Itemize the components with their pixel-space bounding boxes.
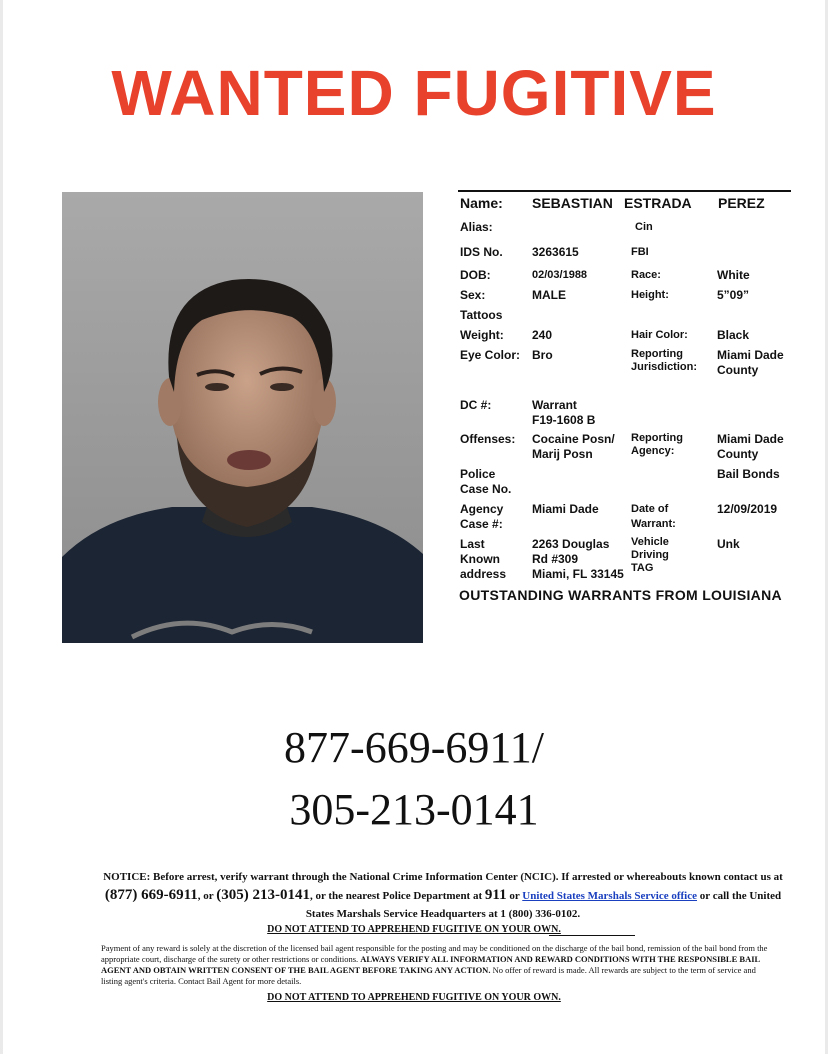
- do-not-attend-warning-2: DO NOT ATTEND TO APPREHEND FUGITIVE ON YOUR OWN.: [267, 992, 561, 1003]
- notice-text-4: or: [506, 890, 523, 902]
- alias-label: Alias:: [460, 220, 493, 234]
- phone-line-1: 877-669-6911/: [284, 723, 544, 772]
- weight-label: Weight:: [460, 328, 504, 342]
- poster-title: WANTED FUGITIVE: [111, 57, 717, 129]
- ids-value: 3263615: [532, 245, 579, 259]
- notice-text-5: or call the United States Marshals Service Headquarters at 1 (800) 336-0102.: [305, 890, 782, 920]
- do-not-attend-warning: DO NOT ATTEND TO APPREHEND FUGITIVE ON YOUR OWN.: [267, 924, 561, 935]
- fine-print-bold: ALWAYS VERIFY ALL INFORMATION AND REWARD CONDITIONS WITH THE RESPONSIBLE BAIL AGENT AND OBTAIN WRITTEN CONSENT OF THE BAIL AGENT BEFORE TAKING ANY ACTION.: [101, 954, 760, 975]
- name-middle: ESTRADA: [624, 195, 692, 211]
- outstanding-warrants: OUTSTANDING WARRANTS FROM LOUISIANA: [459, 587, 782, 603]
- fbi-label: FBI: [631, 246, 649, 258]
- arrest-notice: [103, 868, 783, 923]
- last-known-value: 2263 Douglas Rd #309 Miami, FL 33145: [532, 537, 624, 581]
- vehicle-value: Unk: [717, 537, 740, 551]
- notice-phone-2: (305) 213-0141: [216, 887, 310, 903]
- eye-label: Eye Color:: [460, 348, 521, 362]
- sex-value: MALE: [532, 288, 566, 302]
- last-known-label: Last Known address: [460, 537, 507, 581]
- fine-print-1: Payment of any reward is solely at the discretion of the licensed bail agent responsible for the posting and may be conditioned on the discharge of the bail bond, remission of the bail bond from the appropriate court, discharge of the surety or other restrictions or conditions.: [101, 943, 768, 964]
- agency-case-label: Agency Case #:: [460, 502, 504, 531]
- name-label: Name:: [460, 195, 503, 211]
- fine-print-2: No offer of reward is made. All rewards are subject to the term of service and listing agent's criteria. Contact Bail Agent for more details.: [101, 965, 756, 986]
- race-value: White: [717, 268, 750, 282]
- reporting-agency-value: Miami Dade County: [717, 432, 784, 461]
- alias-value: Cin: [635, 221, 653, 233]
- height-value: 5”09”: [717, 288, 750, 302]
- height-label: Height:: [631, 289, 669, 301]
- reward-fine-print: [101, 943, 771, 987]
- reporting-jurisdiction-label: Reporting Jurisdiction:: [631, 348, 698, 373]
- notice-text-1: NOTICE: Before arrest, verify warrant through the National Crime Information Center (NCIC). If arrested or whereabouts known contact us at: [103, 871, 783, 883]
- notice-phone-1: (877) 669-6911: [104, 887, 198, 903]
- vehicle-label: Vehicle Driving TAG: [631, 536, 669, 574]
- eye-value: Bro: [532, 348, 553, 362]
- phone-line-2: 305-213-0141: [289, 785, 539, 834]
- hair-label: Hair Color:: [631, 329, 688, 341]
- dob-value: 02/03/1988: [532, 269, 588, 281]
- hair-value: Black: [717, 328, 750, 342]
- agency-case-value: Miami Dade: [532, 502, 599, 516]
- weight-value: 240: [532, 328, 553, 342]
- date-warrant-value: 12/09/2019: [717, 502, 778, 516]
- ids-label: IDS No.: [460, 245, 503, 259]
- warning-rule: [549, 935, 635, 936]
- police-case-label: Police Case No.: [460, 467, 512, 496]
- race-label: Race:: [631, 269, 661, 281]
- date-warrant-label: Date of Warrant:: [631, 503, 676, 530]
- tattoos-label: Tattoos: [460, 308, 503, 322]
- reporting-agency-label: Reporting Agency:: [631, 432, 683, 457]
- bail-bonds-text: Bail Bonds: [717, 467, 780, 481]
- info-top-rule: [458, 190, 791, 192]
- offenses-label: Offenses:: [460, 432, 516, 446]
- sex-label: Sex:: [460, 288, 486, 302]
- dc-value: Warrant F19-1608 B: [532, 398, 596, 427]
- marshals-link[interactable]: United States Marshals Service office: [522, 890, 698, 902]
- notice-text-3: , or the nearest Police Department at: [309, 890, 485, 902]
- mugshot-photo: [62, 192, 423, 643]
- wanted-poster: [3, 0, 825, 1054]
- mugshot-illustration: [62, 192, 423, 643]
- notice-text-2: , or: [197, 890, 217, 902]
- notice-911: 911: [484, 887, 507, 903]
- reporting-jurisdiction-value: Miami Dade County: [717, 348, 784, 377]
- name-first: SEBASTIAN: [532, 195, 613, 211]
- dob-label: DOB:: [460, 268, 491, 282]
- offenses-value: Cocaine Posn/ Marij Posn: [532, 432, 615, 461]
- name-last: PEREZ: [718, 195, 765, 211]
- dc-label: DC #:: [460, 398, 492, 412]
